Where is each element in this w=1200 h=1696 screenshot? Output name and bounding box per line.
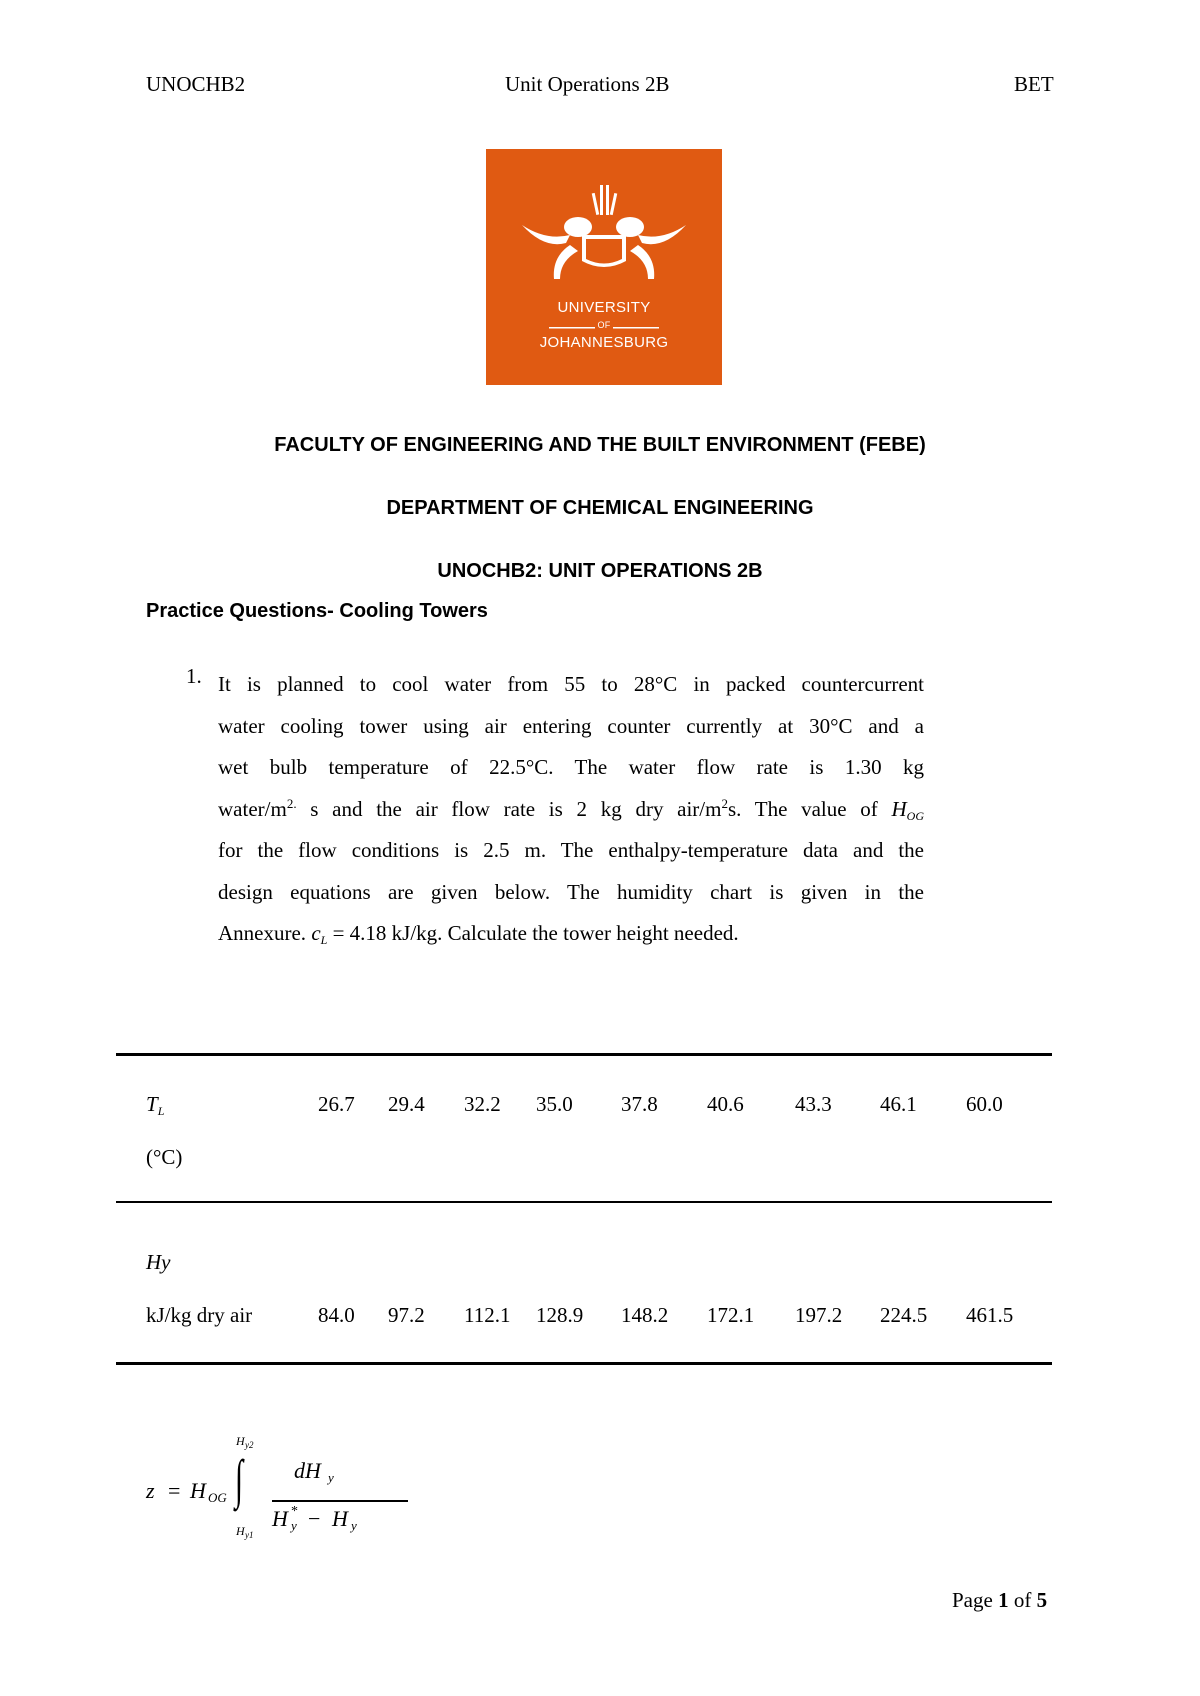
table-cell: 35.0 xyxy=(536,1092,573,1116)
faculty-title: FACULTY OF ENGINEERING AND THE BUILT ENVIRONMENT (FEBE) xyxy=(274,434,926,456)
table-cell: 26.7 xyxy=(318,1092,355,1116)
page-number: Page 1 of 5 xyxy=(952,1588,1048,1612)
table-cell: 84.0 xyxy=(318,1303,355,1327)
table-cell: 60.0 xyxy=(966,1092,1003,1116)
question-line: wet bulb temperature of 22.5°C. The water flow rate is 1.30 kg xyxy=(218,755,924,779)
question-text xyxy=(218,664,924,955)
question-line: It is planned to cool water from 55 to 28°C in packed countercurrent xyxy=(218,672,924,696)
fraction-bar xyxy=(272,1500,408,1502)
logo-line-of: OF xyxy=(597,320,611,330)
table-cell: 461.5 xyxy=(966,1303,1014,1327)
table-cell: 197.2 xyxy=(795,1303,843,1327)
university-logo xyxy=(486,149,722,385)
header-course-title: Unit Operations 2B xyxy=(505,72,670,96)
course-title: UNOCHB2: UNIT OPERATIONS 2B xyxy=(437,560,763,582)
header-course-code: UNOCHB2 xyxy=(146,72,246,96)
question-line: water cooling tower using air entering counter currently at 30°C and a xyxy=(218,713,924,738)
question-line: design equations are given below. The humidity chart is given in the xyxy=(218,879,924,904)
table-row1-unit: (°C) xyxy=(146,1145,183,1169)
table-cell: 29.4 xyxy=(388,1092,425,1116)
table-cell: 128.9 xyxy=(536,1303,584,1327)
question-line: Annexure. $c_L = 4.18$ kJ/kg. Calculate the tower height needed. xyxy=(218,921,739,947)
table-cell: 46.1 xyxy=(880,1092,917,1116)
table-cell: 112.1 xyxy=(464,1303,511,1327)
table-cell: 224.5 xyxy=(880,1303,928,1327)
table-cell: 32.2 xyxy=(464,1092,501,1116)
header-program: BET xyxy=(1014,72,1054,96)
table-cell: 37.8 xyxy=(621,1092,658,1116)
question-number: 1. xyxy=(186,664,202,688)
table-cell: 97.2 xyxy=(388,1303,425,1327)
department-title: DEPARTMENT OF CHEMICAL ENGINEERING xyxy=(386,497,814,519)
design-equation: z = H OG H y2 ∫ H y1 dH y H * y − H y xyxy=(146,1430,406,1540)
logo-line-university: UNIVERSITY xyxy=(557,299,651,316)
table-row2-unit: kJ/kg dry air xyxy=(146,1303,253,1327)
table-cell: 43.3 xyxy=(795,1092,832,1116)
section-subtitle: Practice Questions- Cooling Towers xyxy=(146,600,488,622)
table-row2-label: Hy xyxy=(146,1250,171,1274)
table-row1-label: $T_L$ xyxy=(146,1092,165,1118)
table-mid-rule xyxy=(116,1201,1052,1203)
table-top-rule xyxy=(116,1053,1052,1056)
logo-line-johannesburg: JOHANNESBURG xyxy=(539,334,669,351)
table-cell: 148.2 xyxy=(621,1303,669,1327)
table-bottom-rule xyxy=(116,1362,1052,1365)
question-line: for the flow conditions is 2.5 m. The enthalpy-temperature data and the xyxy=(218,838,924,862)
table-cell: 172.1 xyxy=(707,1303,755,1327)
question-line: water/$m^{2.}$ s and the air flow rate is 2 kg dry air/$m^2s$. The value of $H_{OG}$ xyxy=(218,795,925,823)
table-cell: 40.6 xyxy=(707,1092,744,1116)
